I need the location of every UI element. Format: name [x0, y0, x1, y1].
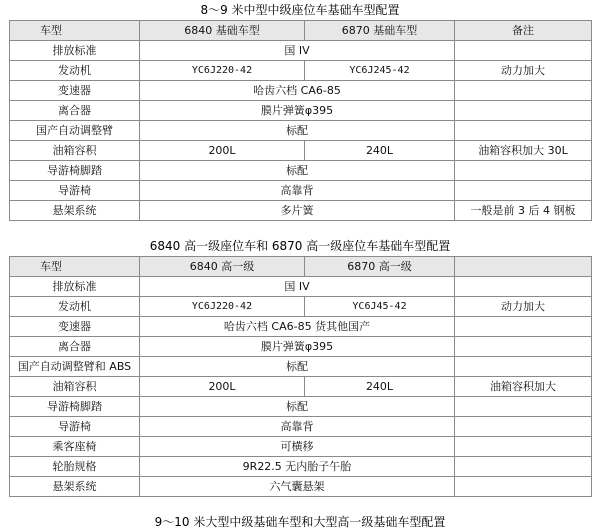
note-cell	[455, 457, 592, 477]
note-cell	[455, 161, 592, 181]
table-row	[10, 437, 592, 457]
merged-cell: 标配	[140, 121, 455, 141]
table-row	[10, 397, 592, 417]
value-cell: YC6J220-42	[140, 297, 305, 317]
table-row	[10, 161, 592, 181]
row-label: 离合器	[10, 337, 140, 357]
note-cell	[455, 317, 592, 337]
table-row	[10, 337, 592, 357]
config-table-2	[9, 256, 592, 497]
row-label: 发动机	[10, 297, 140, 317]
header-cell: 备注	[455, 21, 592, 41]
row-label: 悬架系统	[10, 477, 140, 497]
value-cell: YC6J220-42	[140, 61, 305, 81]
merged-cell: 哈齿六档 CA6-85 货其他国产	[140, 317, 455, 337]
table-row	[10, 41, 592, 61]
table-row	[10, 181, 592, 201]
value-cell: 200L	[140, 377, 305, 397]
note-cell	[455, 417, 592, 437]
note-cell	[455, 277, 592, 297]
note-cell	[455, 81, 592, 101]
row-label: 导游椅	[10, 417, 140, 437]
table-header-row	[10, 257, 592, 277]
header-cell: 6870 基础车型	[305, 21, 455, 41]
row-label: 离合器	[10, 101, 140, 121]
row-label: 排放标准	[10, 41, 140, 61]
row-label: 导游椅脚踏	[10, 397, 140, 417]
merged-cell: 高靠背	[140, 417, 455, 437]
merged-cell: 多片簧	[140, 201, 455, 221]
merged-cell: 9R22.5 无内胎子午胎	[140, 457, 455, 477]
merged-cell: 国 IV	[140, 41, 455, 61]
note-cell	[455, 397, 592, 417]
note-cell	[455, 101, 592, 121]
row-label: 油箱容积	[10, 377, 140, 397]
merged-cell: 可横移	[140, 437, 455, 457]
note-cell	[455, 41, 592, 61]
table-row	[10, 61, 592, 81]
row-label: 导游椅脚踏	[10, 161, 140, 181]
note-cell: 油箱容积加大	[455, 377, 592, 397]
row-label: 油箱容积	[10, 141, 140, 161]
config-table-1	[9, 20, 592, 221]
header-cell: 车型	[10, 21, 140, 41]
row-label: 导游椅	[10, 181, 140, 201]
table-row	[10, 317, 592, 337]
row-label: 国产自动调整臂	[10, 121, 140, 141]
row-label: 发动机	[10, 61, 140, 81]
header-cell: 车型	[10, 257, 140, 277]
table1-title: 8～9 米中型中级座位车基础车型配置	[200, 3, 400, 17]
row-label: 变速器	[10, 317, 140, 337]
header-cell: 6870 高一级	[305, 257, 455, 277]
merged-cell: 膜片弹簧φ395	[140, 101, 455, 121]
note-cell	[455, 357, 592, 377]
table-row	[10, 201, 592, 221]
row-label: 变速器	[10, 81, 140, 101]
note-cell	[455, 437, 592, 457]
merged-cell: 标配	[140, 357, 455, 377]
table-row	[10, 277, 592, 297]
row-label: 乘客座椅	[10, 437, 140, 457]
note-cell: 动力加大	[455, 61, 592, 81]
value-cell: YC6J245-42	[305, 61, 455, 81]
row-label: 悬架系统	[10, 201, 140, 221]
note-cell	[455, 181, 592, 201]
merged-cell: 标配	[140, 161, 455, 181]
table-row	[10, 101, 592, 121]
header-cell: 6840 高一级	[140, 257, 305, 277]
merged-cell: 高靠背	[140, 181, 455, 201]
table-row	[10, 417, 592, 437]
value-cell: YC6J45-42	[305, 297, 455, 317]
table-row	[10, 477, 592, 497]
row-label: 排放标准	[10, 277, 140, 297]
value-cell: 240L	[305, 141, 455, 161]
table-row	[10, 457, 592, 477]
table-row	[10, 141, 592, 161]
table-header-row	[10, 21, 592, 41]
note-cell: 油箱容积加大 30L	[455, 141, 592, 161]
merged-cell: 国 IV	[140, 277, 455, 297]
note-cell: 动力加大	[455, 297, 592, 317]
note-cell: 一般是前 3 后 4 钢板	[455, 201, 592, 221]
note-cell	[455, 121, 592, 141]
row-label: 轮胎规格	[10, 457, 140, 477]
note-cell	[455, 477, 592, 497]
header-cell	[455, 257, 592, 277]
note-cell	[455, 337, 592, 357]
value-cell: 200L	[140, 141, 305, 161]
table3-title: 9～10 米大型中级基础车型和大型高一级基础车型配置	[154, 515, 446, 529]
row-label: 国产自动调整臂和 ABS	[10, 357, 140, 377]
table2-title: 6840 高一级座位车和 6870 高一级座位车基础车型配置	[149, 239, 451, 253]
value-cell: 240L	[305, 377, 455, 397]
table-row	[10, 377, 592, 397]
table-row	[10, 297, 592, 317]
merged-cell: 哈齿六档 CA6-85	[140, 81, 455, 101]
merged-cell: 六气囊悬架	[140, 477, 455, 497]
merged-cell: 膜片弹簧φ395	[140, 337, 455, 357]
header-cell: 6840 基础车型	[140, 21, 305, 41]
table-row	[10, 357, 592, 377]
table-row	[10, 121, 592, 141]
merged-cell: 标配	[140, 397, 455, 417]
table-row	[10, 81, 592, 101]
